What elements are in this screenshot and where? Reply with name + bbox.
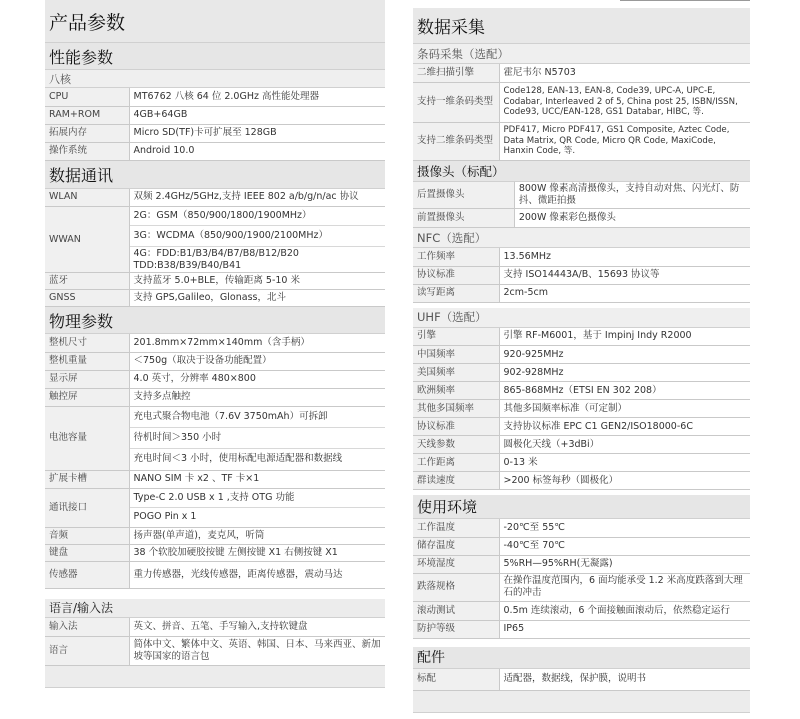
nfc-table: [413, 248, 750, 303]
table-row: 蓝牙 支持蓝牙 5.0+BLE，传输距离 5-10 米: [45, 273, 385, 290]
barcode-table: [413, 64, 750, 161]
table-row: 操作系统 Android 10.0: [45, 142, 385, 160]
physical-table: [45, 334, 385, 589]
nfc-heading: NFC（选配）: [413, 228, 750, 248]
data-collection-title: 数据采集: [413, 8, 750, 44]
spacer: [413, 639, 750, 647]
table-row: 跌落规格 在操作温度范围内，6 面均能承受 1.2 米高度跌落到大理石的冲击: [413, 573, 750, 601]
lang-heading: 语言/输入法: [45, 599, 385, 618]
table-row: 工作距离 0-13 米: [413, 454, 750, 472]
table-row: 协议标准 支持 ISO14443A/B、15693 协议等: [413, 266, 750, 284]
table-row: 音频 扬声器(单声道)，麦克风，听筒: [45, 527, 385, 544]
table-row: 中国频率 920-925MHz: [413, 346, 750, 364]
table-row: 扩展卡槽 NANO SIM 卡 x2 、TF 卡×1: [45, 470, 385, 488]
table-row: 拓展内存 Micro SD(TF)卡可扩展至 128GB: [45, 124, 385, 142]
table-row: 支持一维条码类型 Code128, EAN-13, EAN-8, Code39, UPC-A, UPC-E, Codabar, Interleaved 2 of 5, China post 25, ISBN/ISSN, Code93, UCC/EAN-128, GS1 Databar, HIBC, 等.: [413, 82, 750, 122]
table-row: 整机重量 ＜750g（取决于设备功能配置）: [45, 352, 385, 370]
comm-table: [45, 189, 385, 308]
uhf-table: [413, 328, 750, 491]
table-row: 通讯接口 Type-C 2.0 USB x 1 ,支持 OTG 功能 POGO Pin x 1: [45, 488, 385, 527]
table-row: GNSS 支持 GPS,Galileo，Glonass，北斗: [45, 290, 385, 307]
table-row: WWAN 2G：GSM（850/900/1800/1900MHz） 3G：WCDMA（850/900/1900/2100MHz） 4G：FDD:B1/B3/B4/B7/B8/B12/B20 TDD:B38/B39/B40/B41: [45, 207, 385, 273]
table-row: 工作温度 -20℃至 55℃: [413, 519, 750, 537]
table-row: 显示屏 4.0 英寸，分辨率 480×800: [45, 370, 385, 388]
uhf-heading: UHF（选配）: [413, 308, 750, 328]
table-row: 键盘 38 个软胶加硬胶按键 左侧按键 X1 右侧按键 X1: [45, 544, 385, 561]
table-row: 前置摄像头 200W 像素彩色摄像头: [413, 209, 750, 228]
footer-bar: [413, 691, 750, 713]
table-row: 滚动测试 0.5m 连续滚动，6 个面接触面滚动后，依然稳定运行: [413, 601, 750, 620]
table-row: 传感器 重力传感器，光线传感器，距离传感器，震动马达: [45, 561, 385, 588]
table-row: 欧洲频率 865-868MHz（ETSI EN 302 208）: [413, 382, 750, 400]
physical-heading: 物理参数: [45, 307, 385, 334]
table-row: 输入法 英文、拼音、五笔、手写输入,支持软键盘: [45, 618, 385, 637]
table-row: 读写距离 2cm-5cm: [413, 284, 750, 302]
env-heading: 使用环境: [413, 495, 750, 519]
table-row: RAM+ROM 4GB+64GB: [45, 106, 385, 124]
table-row: 引擎 引擎 RF-M6001，基于 Impinj Indy R2000: [413, 328, 750, 346]
table-row: 支持二维条码类型 PDF417, Micro PDF417, GS1 Composite, Aztec Code, Data Matrix, QR Code, Micro QR Code, MaxiCode, Hanxin Code, 等.: [413, 122, 750, 160]
table-row: 标配 适配器，数据线，保护膜，说明书: [413, 669, 750, 691]
table-row: 触控屏 支持多点触控: [45, 388, 385, 406]
right-column: [413, 0, 750, 713]
performance-table: [45, 88, 385, 161]
table-row: 环境湿度 5%RH—95%RH(无凝露): [413, 555, 750, 573]
spacer: [45, 589, 385, 599]
table-row: 美国频率 902-928MHz: [413, 364, 750, 382]
comm-heading: 数据通讯: [45, 161, 385, 189]
lang-table: [45, 618, 385, 666]
camera-table: [413, 182, 750, 229]
table-row: 协议标准 支持协议标准 EPC C1 GEN2/ISO18000-6C: [413, 418, 750, 436]
table-row: 后置摄像头 800W 像素高清摄像头，支持自动对焦、闪光灯、防抖、微距拍摄: [413, 182, 750, 209]
accessories-heading: 配件: [413, 647, 750, 669]
camera-heading: 摄像头（标配）: [413, 161, 750, 182]
env-table: [413, 519, 750, 639]
table-row: 储存温度 -40℃至 70℃: [413, 537, 750, 555]
table-row: CPU MT6762 八核 64 位 2.0GHz 高性能处理器: [45, 88, 385, 106]
octa-core-subheading: 八核: [45, 70, 385, 88]
table-row: 其他多国频率 其他多国频率标准（可定制）: [413, 400, 750, 418]
table-row: 群读速度 >200 标签每秒（圆极化）: [413, 472, 750, 490]
table-row: 整机尺寸 201.8mm×72mm×140mm（含手柄）: [45, 334, 385, 352]
barcode-heading: 条码采集（选配）: [413, 44, 750, 64]
left-column: [45, 0, 385, 688]
table-row: 语言 简体中文、繁体中文、英语、韩国、日本、马来西亚、新加坡等国家的语言包: [45, 637, 385, 666]
table-row: 天线参数 圆极化天线（+3dBi）: [413, 436, 750, 454]
table-row: 二维扫描引擎 霍尼韦尔 N5703: [413, 64, 750, 82]
product-params-title: 产品参数: [45, 0, 385, 43]
accessories-table: [413, 669, 750, 692]
footer-bar: [45, 666, 385, 688]
table-row: 工作频率 13.56MHz: [413, 248, 750, 266]
performance-heading: 性能参数: [45, 43, 385, 70]
table-row: 电池容量 充电式聚合物电池（7.6V 3750mAh）可拆卸 待机时间＞350 小时 充电时间＜3 小时，使用标配电源适配器和数据线: [45, 406, 385, 470]
table-row: 防护等级 IP65: [413, 620, 750, 638]
table-row: WLAN 双频 2.4GHz/5GHz,支持 IEEE 802 a/b/g/n/ac 协议: [45, 189, 385, 207]
